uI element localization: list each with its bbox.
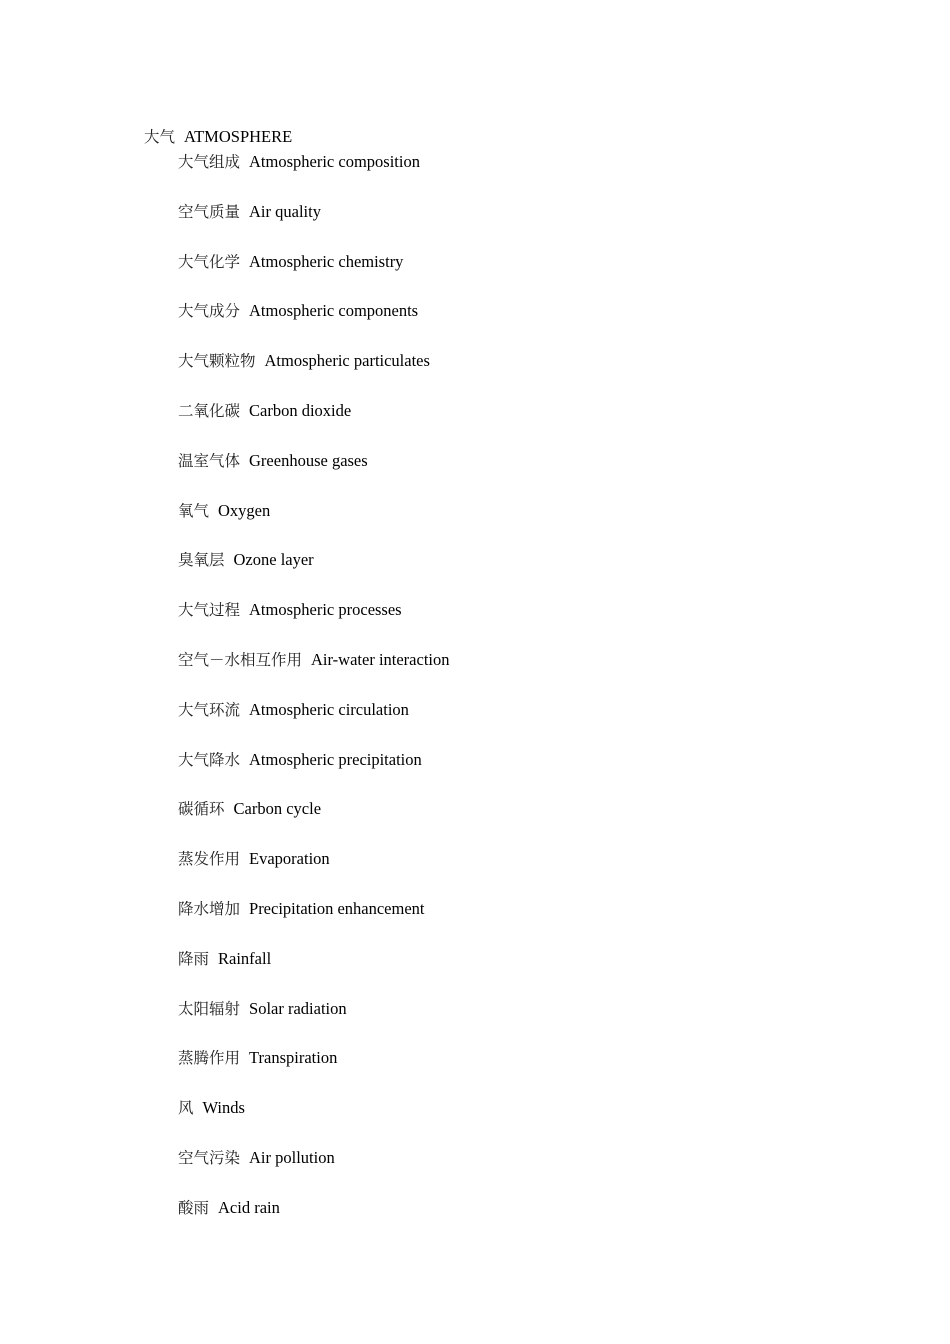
term-row (178, 400, 450, 450)
term-zh: 空气－水相互作用 (178, 650, 303, 669)
term-zh: 二氧化碳 (178, 401, 241, 420)
term-zh: 大气颗粒物 (178, 352, 256, 371)
term-row (178, 1047, 450, 1097)
term-en: Ozone layer (233, 550, 314, 570)
term-en: Transpiration (249, 1048, 338, 1068)
term-en: Greenhouse gases (249, 450, 368, 470)
term-zh: 大气化学 (178, 252, 241, 271)
term-zh: 大气降水 (178, 750, 241, 769)
term-row (178, 599, 450, 649)
term-zh: 风 (178, 1099, 194, 1118)
term-row (178, 948, 450, 998)
term-zh: 蒸发作用 (178, 850, 241, 869)
section-heading (144, 126, 292, 148)
term-row (178, 300, 450, 350)
term-en: Air quality (249, 201, 321, 221)
term-zh: 空气质量 (178, 202, 241, 221)
term-row (178, 1197, 450, 1247)
term-row (178, 749, 450, 799)
term-en: Precipitation enhancement (249, 898, 425, 918)
term-row (178, 1147, 450, 1197)
term-zh: 臭氧层 (178, 551, 225, 570)
term-en: Oxygen (218, 500, 271, 520)
term-row (178, 201, 450, 251)
term-zh: 空气污染 (178, 1148, 241, 1167)
term-list (178, 151, 450, 1247)
term-en: Acid rain (218, 1197, 280, 1217)
term-zh: 酸雨 (178, 1198, 210, 1217)
term-en: Air-water interaction (311, 649, 450, 669)
term-row (178, 898, 450, 948)
term-row (178, 500, 450, 550)
term-en: Atmospheric components (249, 301, 419, 321)
term-zh: 大气组成 (178, 153, 241, 171)
term-en: Air pollution (249, 1147, 335, 1167)
term-row (178, 1097, 450, 1147)
term-zh: 碳循环 (178, 800, 225, 819)
term-row (178, 649, 450, 699)
term-en: Atmospheric particulates (264, 351, 430, 371)
term-en: Carbon dioxide (249, 400, 352, 420)
term-row (178, 151, 450, 201)
term-en: Rainfall (218, 948, 272, 968)
term-en: Atmospheric processes (249, 600, 402, 620)
term-zh: 温室气体 (178, 451, 241, 470)
term-zh: 降水增加 (178, 899, 241, 918)
term-en: Carbon cycle (233, 799, 322, 819)
term-row (178, 848, 450, 898)
term-en: Atmospheric composition (249, 152, 420, 171)
term-row (178, 251, 450, 301)
term-en: Atmospheric circulation (249, 699, 409, 719)
term-zh: 降雨 (178, 949, 210, 968)
term-en: Evaporation (249, 849, 330, 869)
term-en: Atmospheric chemistry (249, 251, 404, 271)
heading-en: ATMOSPHERE (184, 127, 293, 146)
term-row (178, 998, 450, 1048)
term-zh: 太阳辐射 (178, 999, 241, 1018)
term-row (178, 798, 450, 848)
term-row (178, 549, 450, 599)
term-en: Atmospheric precipitation (249, 749, 422, 769)
term-row (178, 350, 450, 400)
term-zh: 蒸腾作用 (178, 1049, 241, 1068)
term-row (178, 699, 450, 749)
term-en: Solar radiation (249, 998, 347, 1018)
term-zh: 大气成分 (178, 302, 241, 321)
heading-zh: 大气 (144, 128, 176, 146)
term-zh: 大气过程 (178, 601, 241, 620)
term-zh: 氧气 (178, 501, 210, 520)
term-en: Winds (202, 1098, 245, 1118)
term-row (178, 450, 450, 500)
term-zh: 大气环流 (178, 700, 241, 719)
